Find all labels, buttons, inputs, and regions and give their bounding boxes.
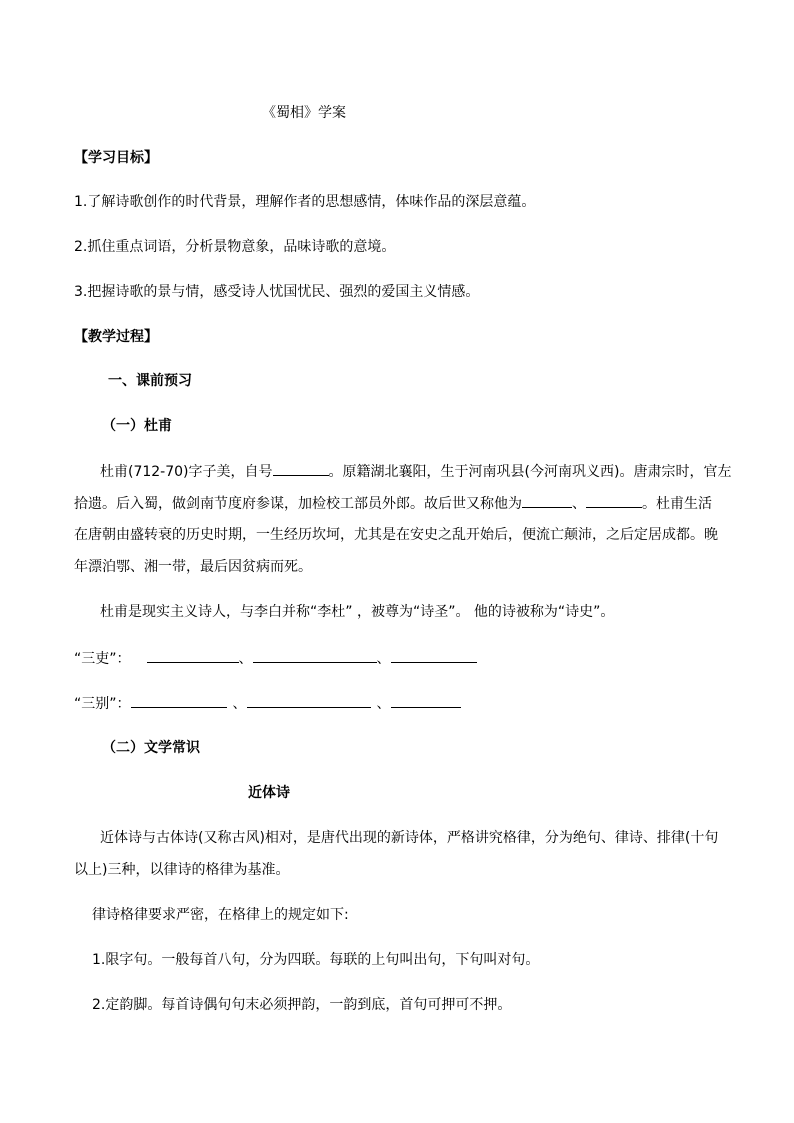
bio-text: 。原籍湖北襄阳，生于河南巩县(今河南巩义西)。唐肃宗时，官左 <box>328 464 732 480</box>
sanli-separator: 、 <box>376 651 391 667</box>
blank-sanli-1[interactable] <box>147 648 239 663</box>
section-heading-preview: 一、课前预习 <box>108 373 192 389</box>
blank-sanli-2[interactable] <box>253 648 377 663</box>
objectives-heading: 【学习目标】 <box>74 150 158 166</box>
bio-line-3: 在唐朝由盛转衰的历史时期，一生经历坎坷，尤其是在安史之乱开始后，便流亡颠沛，之后定居成都。晚 <box>74 527 718 543</box>
objective-item-3: 3.把握诗歌的景与情，感受诗人忧国忧民、强烈的爱国主义情感。 <box>74 284 480 300</box>
jintishi-paragraph-line-2: 以上)三种，以律诗的格律为基准。 <box>74 862 290 878</box>
bio-text: 杜甫(712-70)字子美，自号 <box>100 464 273 480</box>
blank-sanli-3[interactable] <box>391 648 477 663</box>
bio-text: 拾遗。后入蜀，做剑南节度府参谋，加检校工部员外郎。故后世又称他为 <box>74 496 522 512</box>
document-title: 《蜀相》学案 <box>262 105 346 121</box>
objective-item-2: 2.抓住重点词语，分析景物意象，品味诗歌的意境。 <box>74 239 396 255</box>
dufu-note: 杜甫是现实主义诗人，与李白并称“李杜” ，被尊为“诗圣”。 他的诗被称为“诗史”。 <box>100 604 615 620</box>
rule-item-2: 2.定韵脚。每首诗偶句句末必须押韵，一韵到底，首句可押可不押。 <box>92 997 512 1013</box>
sanli-separator: 、 <box>238 651 253 667</box>
jintishi-paragraph-line-1: 近体诗与古体诗(又称古风)相对，是唐代出现的新诗体，严格讲究格律，分为绝句、律诗、排律(十句 <box>100 830 719 846</box>
bio-separator: 、 <box>572 496 586 512</box>
sanli-label: “三吏”： <box>74 651 131 667</box>
bio-line-2 <box>74 493 712 514</box>
blank-sanbie-3[interactable] <box>391 693 461 708</box>
blank-title-2[interactable] <box>586 493 642 508</box>
sanbie-label: “三别”： <box>74 696 131 712</box>
blank-sanbie-1[interactable] <box>131 693 227 708</box>
blank-self-name[interactable] <box>273 461 329 476</box>
rules-intro: 律诗格律要求严密，在格律上的规定如下: <box>92 907 349 923</box>
bio-line-4: 年漂泊鄂、湘一带，最后因贫病而死。 <box>74 559 312 575</box>
process-heading: 【教学过程】 <box>74 329 158 345</box>
blank-sanbie-2[interactable] <box>247 693 371 708</box>
sanbie-row <box>74 693 461 714</box>
sanbie-separator: 、 <box>376 696 391 712</box>
sanli-row <box>74 648 477 669</box>
bio-line-1 <box>100 461 731 482</box>
subsection-heading-literature: （二）文学常识 <box>102 740 200 756</box>
blank-title-1[interactable] <box>522 493 572 508</box>
objective-item-1: 1.了解诗歌创作的时代背景，理解作者的思想感情，体味作品的深层意蕴。 <box>74 194 536 210</box>
sanbie-separator: 、 <box>232 696 247 712</box>
subsection-heading-dufu: （一）杜甫 <box>102 418 172 434</box>
rule-item-1: 1.限字句。一般每首八句，分为四联。每联的上句叫出句，下句叫对句。 <box>92 952 540 968</box>
bio-text: 。杜甫生活 <box>642 496 712 512</box>
jintishi-heading: 近体诗 <box>248 785 290 801</box>
